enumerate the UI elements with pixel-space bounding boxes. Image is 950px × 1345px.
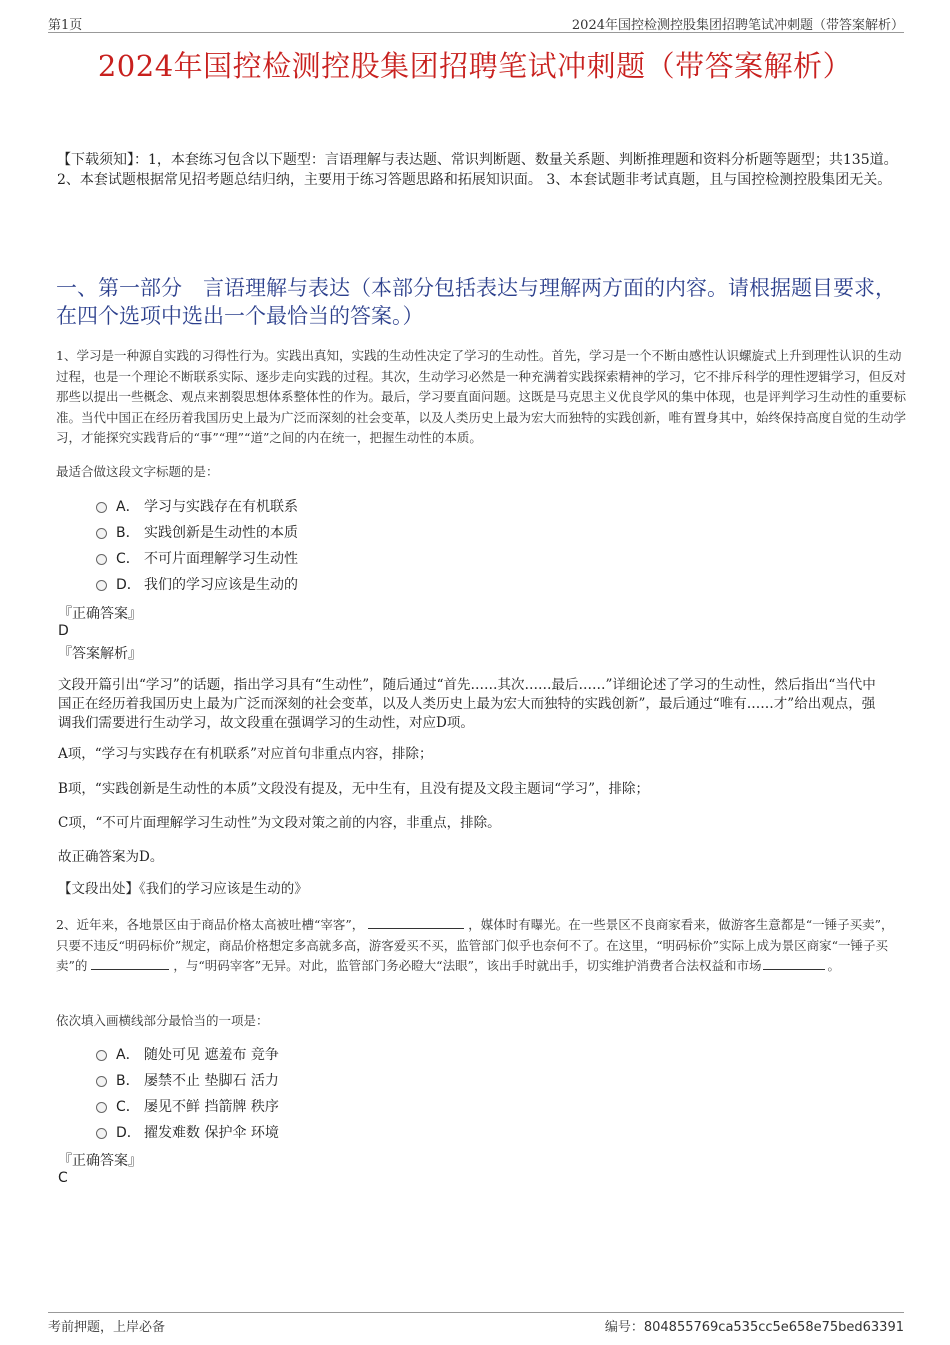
q2-answer-label: 『正确答案』 xyxy=(58,1153,142,1169)
question-1-text: 1、学习是一种源自实践的习得性行为。实践出真知，实践的生动性决定了学习的生动性。首先，学习是一个不断由感性认识螺旋式上升到理性认识的生动过程，也是一个理论不断联系实际、逐步走向实践的过程。其次，生动学习必然是一种充满着实践探索精神的学习，它不排斥科学的理性逻辑学习，但反对那些以提出一些概念、观点来割裂思想体系整体性的作为。最后，学习要直面问题。这既是马克思主义优良学风的集中体现，也是评判学习生动性的重要标准。当代中国正在经历着我国历史上最为广泛而深刻的社会变革，以及人类历史上最为宏大而独特的实践创新，唯有置身其中，始终保持高度自觉的生动学习，才能探究实践背后的“事”“理”“道”之间的内在统一，把握生动性的本质。 xyxy=(56,348,907,445)
fill-blank-2 xyxy=(91,957,169,970)
q1-option-c[interactable] xyxy=(96,545,696,571)
q1-analysis-c: C项，“不可片面理解学习生动性”为文段对策之前的内容，非重点，排除。 xyxy=(58,815,501,831)
radio-button-icon[interactable] xyxy=(96,1102,107,1113)
running-title: 2024年国控检测控股集团招聘笔试冲刺题（带答案解析） xyxy=(571,18,904,33)
q2-text-part-3: ，与“明码宰客”无异。对此，监管部门务必瞪大“法眼”，该出手时就出手，切实维护消费者合法权益和市场 xyxy=(173,958,762,973)
option-text: 随处可见 遮羞布 竞争 xyxy=(144,1047,279,1063)
q2-text-part-4: 。 xyxy=(827,958,840,973)
footer-slogan: 考前押题，上岸必备 xyxy=(48,1320,166,1335)
question-1-prompt: 最适合做这段文字标题的是： xyxy=(56,464,219,479)
q2-option-a[interactable] xyxy=(96,1041,696,1067)
option-text: 实践创新是生动性的本质 xyxy=(144,525,298,541)
radio-button-icon[interactable] xyxy=(96,528,107,539)
q2-text-part-2: ，媒体时有曝光。在一些景区不良商家看来，做游客生意都是“一锤子买卖”，只要不违反“明码标价”规定，商品价格想定多高就多高，游客爱买不买，监管部门似乎也奈何不了。在这里，“明码标价”实际上成为景区商家“一锤子买卖”的 xyxy=(56,917,894,973)
document-code xyxy=(605,1316,904,1335)
radio-button-icon[interactable] xyxy=(96,580,107,591)
radio-button-icon[interactable] xyxy=(96,502,107,513)
radio-button-icon[interactable] xyxy=(96,1128,107,1139)
q1-option-b[interactable] xyxy=(96,519,696,545)
q1-option-a[interactable] xyxy=(96,493,696,519)
option-text: 学习与实践存在有机联系 xyxy=(144,499,298,515)
q2-text-part-1: 2、近年来，各地景区由于商品价格太高被吐槽“宰客”， xyxy=(56,917,365,932)
question-1-options xyxy=(96,493,696,597)
download-notice: 【下载须知】：1，本套练习包含以下题型：言语理解与表达题、常识判断题、数量关系题、判断推理题和资料分析题等题型；共135道。 2、本套试题根据常见招考题总结归纳，主要用于练习答题思路和拓展知识面。 3、本套试题非考试真题，且与国控检测控股集团无关。 xyxy=(57,152,898,188)
option-letter: D． xyxy=(116,1125,141,1141)
q1-conclusion: 故正确答案为D。 xyxy=(58,849,164,865)
question-2-text xyxy=(56,915,906,977)
option-letter: B． xyxy=(116,525,140,541)
option-text: 擢发难数 保护伞 环境 xyxy=(144,1125,279,1141)
document-title: 2024年国控检测控股集团招聘笔试冲刺题（带答案解析） xyxy=(97,49,853,83)
code-value: 804855769ca535cc5e658e75bed63391 xyxy=(643,1320,904,1335)
q1-answer: D xyxy=(58,623,69,639)
q1-answer-label: 『正确答案』 xyxy=(58,606,142,622)
fill-blank-1 xyxy=(368,916,464,929)
code-label: 编号： xyxy=(604,1320,644,1335)
option-letter: B． xyxy=(116,1073,140,1089)
option-letter: A． xyxy=(116,1047,140,1063)
q1-option-d[interactable] xyxy=(96,571,696,597)
option-text: 我们的学习应该是生动的 xyxy=(144,577,298,593)
option-letter: C． xyxy=(116,1099,140,1115)
radio-button-icon[interactable] xyxy=(96,1076,107,1087)
q2-option-c[interactable] xyxy=(96,1093,696,1119)
section-title: 一、第一部分 言语理解与表达（本部分包括表达与理解两方面的内容。请根据题目要求，在四个选项中选出一个最恰当的答案。） xyxy=(56,276,896,328)
option-letter: A． xyxy=(116,499,140,515)
q2-option-b[interactable] xyxy=(96,1067,696,1093)
radio-button-icon[interactable] xyxy=(96,1050,107,1061)
option-text: 屡禁不止 垫脚石 活力 xyxy=(144,1073,279,1089)
question-2-prompt: 依次填入画横线部分最恰当的一项是： xyxy=(56,1013,269,1028)
question-2-options xyxy=(96,1041,696,1145)
q1-analysis-paragraph: 文段开篇引出“学习”的话题，指出学习具有“生动性”，随后通过“首先……其次……最后……”详细论述了学习的生动性，然后指出“当代中国正在经历着我国历史上最为广泛而深刻的社会变革，以及人类历史上最为宏大而独特的实践创新”，最后通过“唯有……才”给出观点，强调我们需要进行生动学习，故文段重在强调学习的生动性，对应D项。 xyxy=(58,677,876,731)
q1-analysis-label: 『答案解析』 xyxy=(58,646,142,662)
fill-blank-3 xyxy=(763,957,825,970)
q2-answer: C xyxy=(58,1170,68,1186)
option-letter: C． xyxy=(116,551,140,567)
q2-option-d[interactable] xyxy=(96,1119,696,1145)
radio-button-icon[interactable] xyxy=(96,554,107,565)
option-letter: D． xyxy=(116,577,141,593)
option-text: 不可片面理解学习生动性 xyxy=(144,551,298,567)
q1-analysis-a: A项，“学习与实践存在有机联系”对应首句非重点内容，排除； xyxy=(58,746,433,762)
page-number: 第1页 xyxy=(48,18,83,33)
q1-analysis-b: B项，“实践创新是生动性的本质”文段没有提及，无中生有，且没有提及文段主题词“学习”，排除； xyxy=(58,781,650,797)
option-text: 屡见不鲜 挡箭牌 秩序 xyxy=(144,1099,279,1115)
q1-source: 【文段出处】《我们的学习应该是生动的》 xyxy=(58,881,308,897)
page-footer xyxy=(48,1312,904,1335)
page-header xyxy=(48,12,904,33)
